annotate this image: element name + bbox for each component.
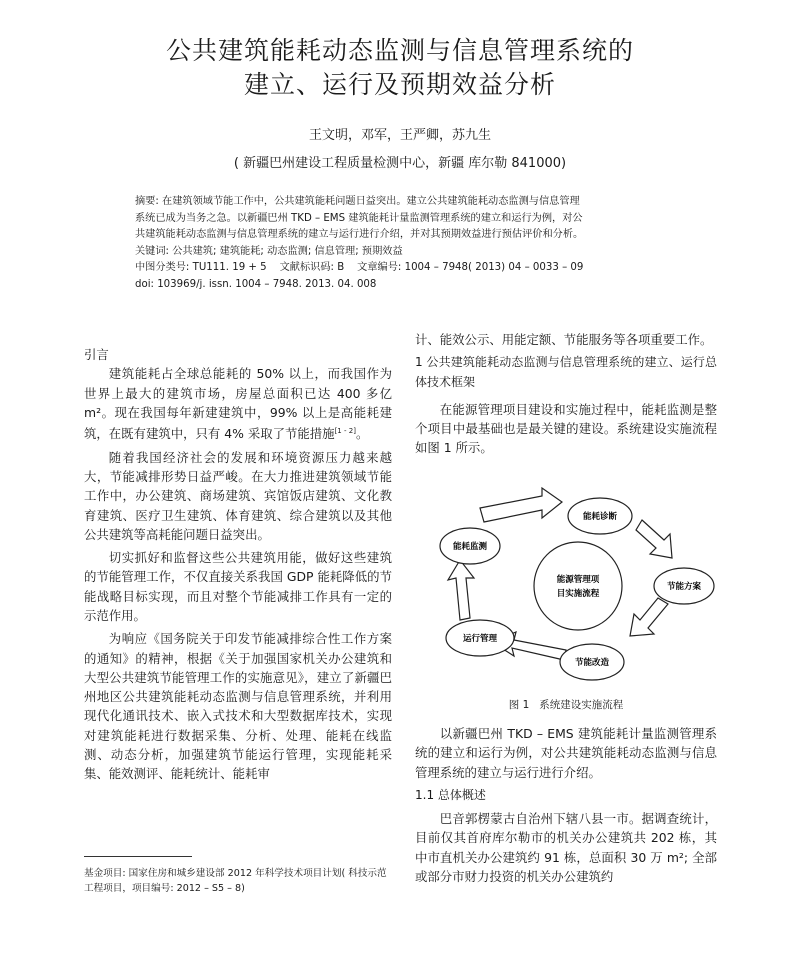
title-line-2: 建立、运行及预期效益分析 <box>243 70 556 99</box>
arrow-plan-to-retrofit <box>630 598 668 636</box>
figure-caption: 图 1 系统建设实施流程 <box>508 699 624 711</box>
authors: 王文明，邓军，王严卿，苏九生 <box>308 128 491 143</box>
citation: [1 - 2] <box>334 427 356 436</box>
abstract-block <box>135 194 665 294</box>
subsection-heading: 1.1 总体概述 <box>415 787 486 802</box>
footnote: 基金项目: 国家住房和城乡建设部 2012 年科学技术项目计划( 科技示范工程项目，项目编号: 2012 – S5 – 8) <box>84 868 387 894</box>
center-node <box>534 542 622 630</box>
paragraph: 以新疆巴州 TKD – EMS 建筑能耗计量监测管理系统的建立和运行为例，对公共建筑能耗动态监测与信息管理系统的建立与运行进行介绍。 <box>415 726 717 780</box>
arrow-ops-to-monitor <box>448 560 474 620</box>
affiliation: ( 新疆巴州建设工程质量检测中心，新疆 库尔勒 841000) <box>233 156 567 171</box>
title-line-1: 公共建筑能耗动态监测与信息管理系统的 <box>165 36 634 65</box>
abstract-line: 共建筑能耗动态监测与信息管理系统的建立与运行进行介绍，并对其预期效益进行预估评价和分析。 <box>135 229 584 241</box>
arrow-monitor-to-diagnose <box>480 488 562 522</box>
paragraph: 为响应《国务院关于印发节能减排综合性工作方案的通知》的精神，根据《关于加强国家机关办公建筑和大型公共建筑节能管理工作的实施意见》，建立了新疆巴州地区公共建筑能耗动态监测与信息管理系统，并利用现代化通讯技术、嵌入式技术和大型数据库技术，实现对建筑能耗进行数据采集、分析、处理、能耗在线监测、动态分析，加强建筑节能运行管理，实现能耗采集、能效测评、能耗统计、能耗审 <box>84 631 392 782</box>
right-column-lower <box>415 724 717 886</box>
node-retrofit-label: 节能改造 <box>574 658 610 668</box>
abstract-line: 摘要: 在建筑领域节能工作中，公共建筑能耗问题日益突出。建立公共建筑能耗动态监测与信息管理 <box>135 196 580 207</box>
doi: doi: 103969/j. issn. 1004 – 7948. 2013. 04. 008 <box>135 278 377 290</box>
center-label-1: 能源管理项 <box>556 575 600 585</box>
center-label-2: 目实施流程 <box>556 589 600 599</box>
classification: 中图分类号: TU111. 19 + 5 文献标识码: B 文章编号: 1004 – 7948( 2013) 04 – 0033 – 09 <box>135 262 584 274</box>
abstract-line: 系统已成为当务之急。以新疆巴州 TKD – EMS 建筑能耗计量监测管理系统的建立和运行为例，对公 <box>135 212 583 224</box>
paragraph-text: 建筑能耗占全球总能耗的 50% 以上，而我国作为世界上最大的建筑市场，房屋总面积已达 400 多亿 m²。现在我国每年新建建筑中，99% 以上是高能耗建筑，在既有建筑中，只有 4% 采取了节能措施 <box>84 366 392 442</box>
paragraph: 计、能效公示、用能定额、节能服务等各项重要工作。 <box>415 332 713 347</box>
paragraph: 随着我国经济社会的发展和环境资源压力越来越大，节能减排形势日益严峻。在大力推进建筑领域节能工作中，办公建筑、商场建筑、宾馆饭店建筑、文化教育建筑、医疗卫生建筑、体育建筑、综合建筑以及其他公共建筑等高耗能问题日益突出。 <box>84 449 392 542</box>
paragraph-end: 。 <box>355 426 369 442</box>
node-diagnosis-label: 能耗诊断 <box>582 512 618 522</box>
section-heading: 1 公共建筑能耗动态监测与信息管理系统的建立、运行总体技术框架 <box>415 355 717 389</box>
node-monitoring-label: 能耗监测 <box>452 542 488 552</box>
right-column <box>415 330 717 458</box>
paragraph: 巴音郭楞蒙古自治州下辖八县一市。据调查统计，目前仅其首府库尔勒市的机关办公建筑共 202 栋，其中市直机关办公建筑约 91 栋，总面积 30 万 m²; 全部或部分市财力投资的机关办公建筑约 <box>415 811 717 885</box>
paragraph: 在能源管理项目建设和实施过程中，能耗监测是整个项目中最基础也是最关键的建设。系统建设实施流程如图 1 所示。 <box>415 401 717 456</box>
node-plan-label: 节能方案 <box>666 582 702 592</box>
paragraph: 切实抓好和监督这些公共建筑用能，做好这些建筑的节能管理工作，不仅直接关系我国 GDP 能耗降低的节能战略目标实现，而且对整个节能减排工作具有一定的示范作用。 <box>84 550 392 623</box>
intro-heading: 引言 <box>84 347 109 362</box>
left-column <box>84 345 392 784</box>
keywords: 关键词: 公共建筑; 建筑能耗; 动态监测; 信息管理; 预期效益 <box>135 245 403 257</box>
node-operation-label: 运行管理 <box>462 634 498 644</box>
footnote-rule <box>84 856 192 857</box>
paragraph <box>84 364 392 443</box>
arrow-diagnose-to-plan <box>636 520 672 558</box>
flow-diagram <box>430 486 720 686</box>
